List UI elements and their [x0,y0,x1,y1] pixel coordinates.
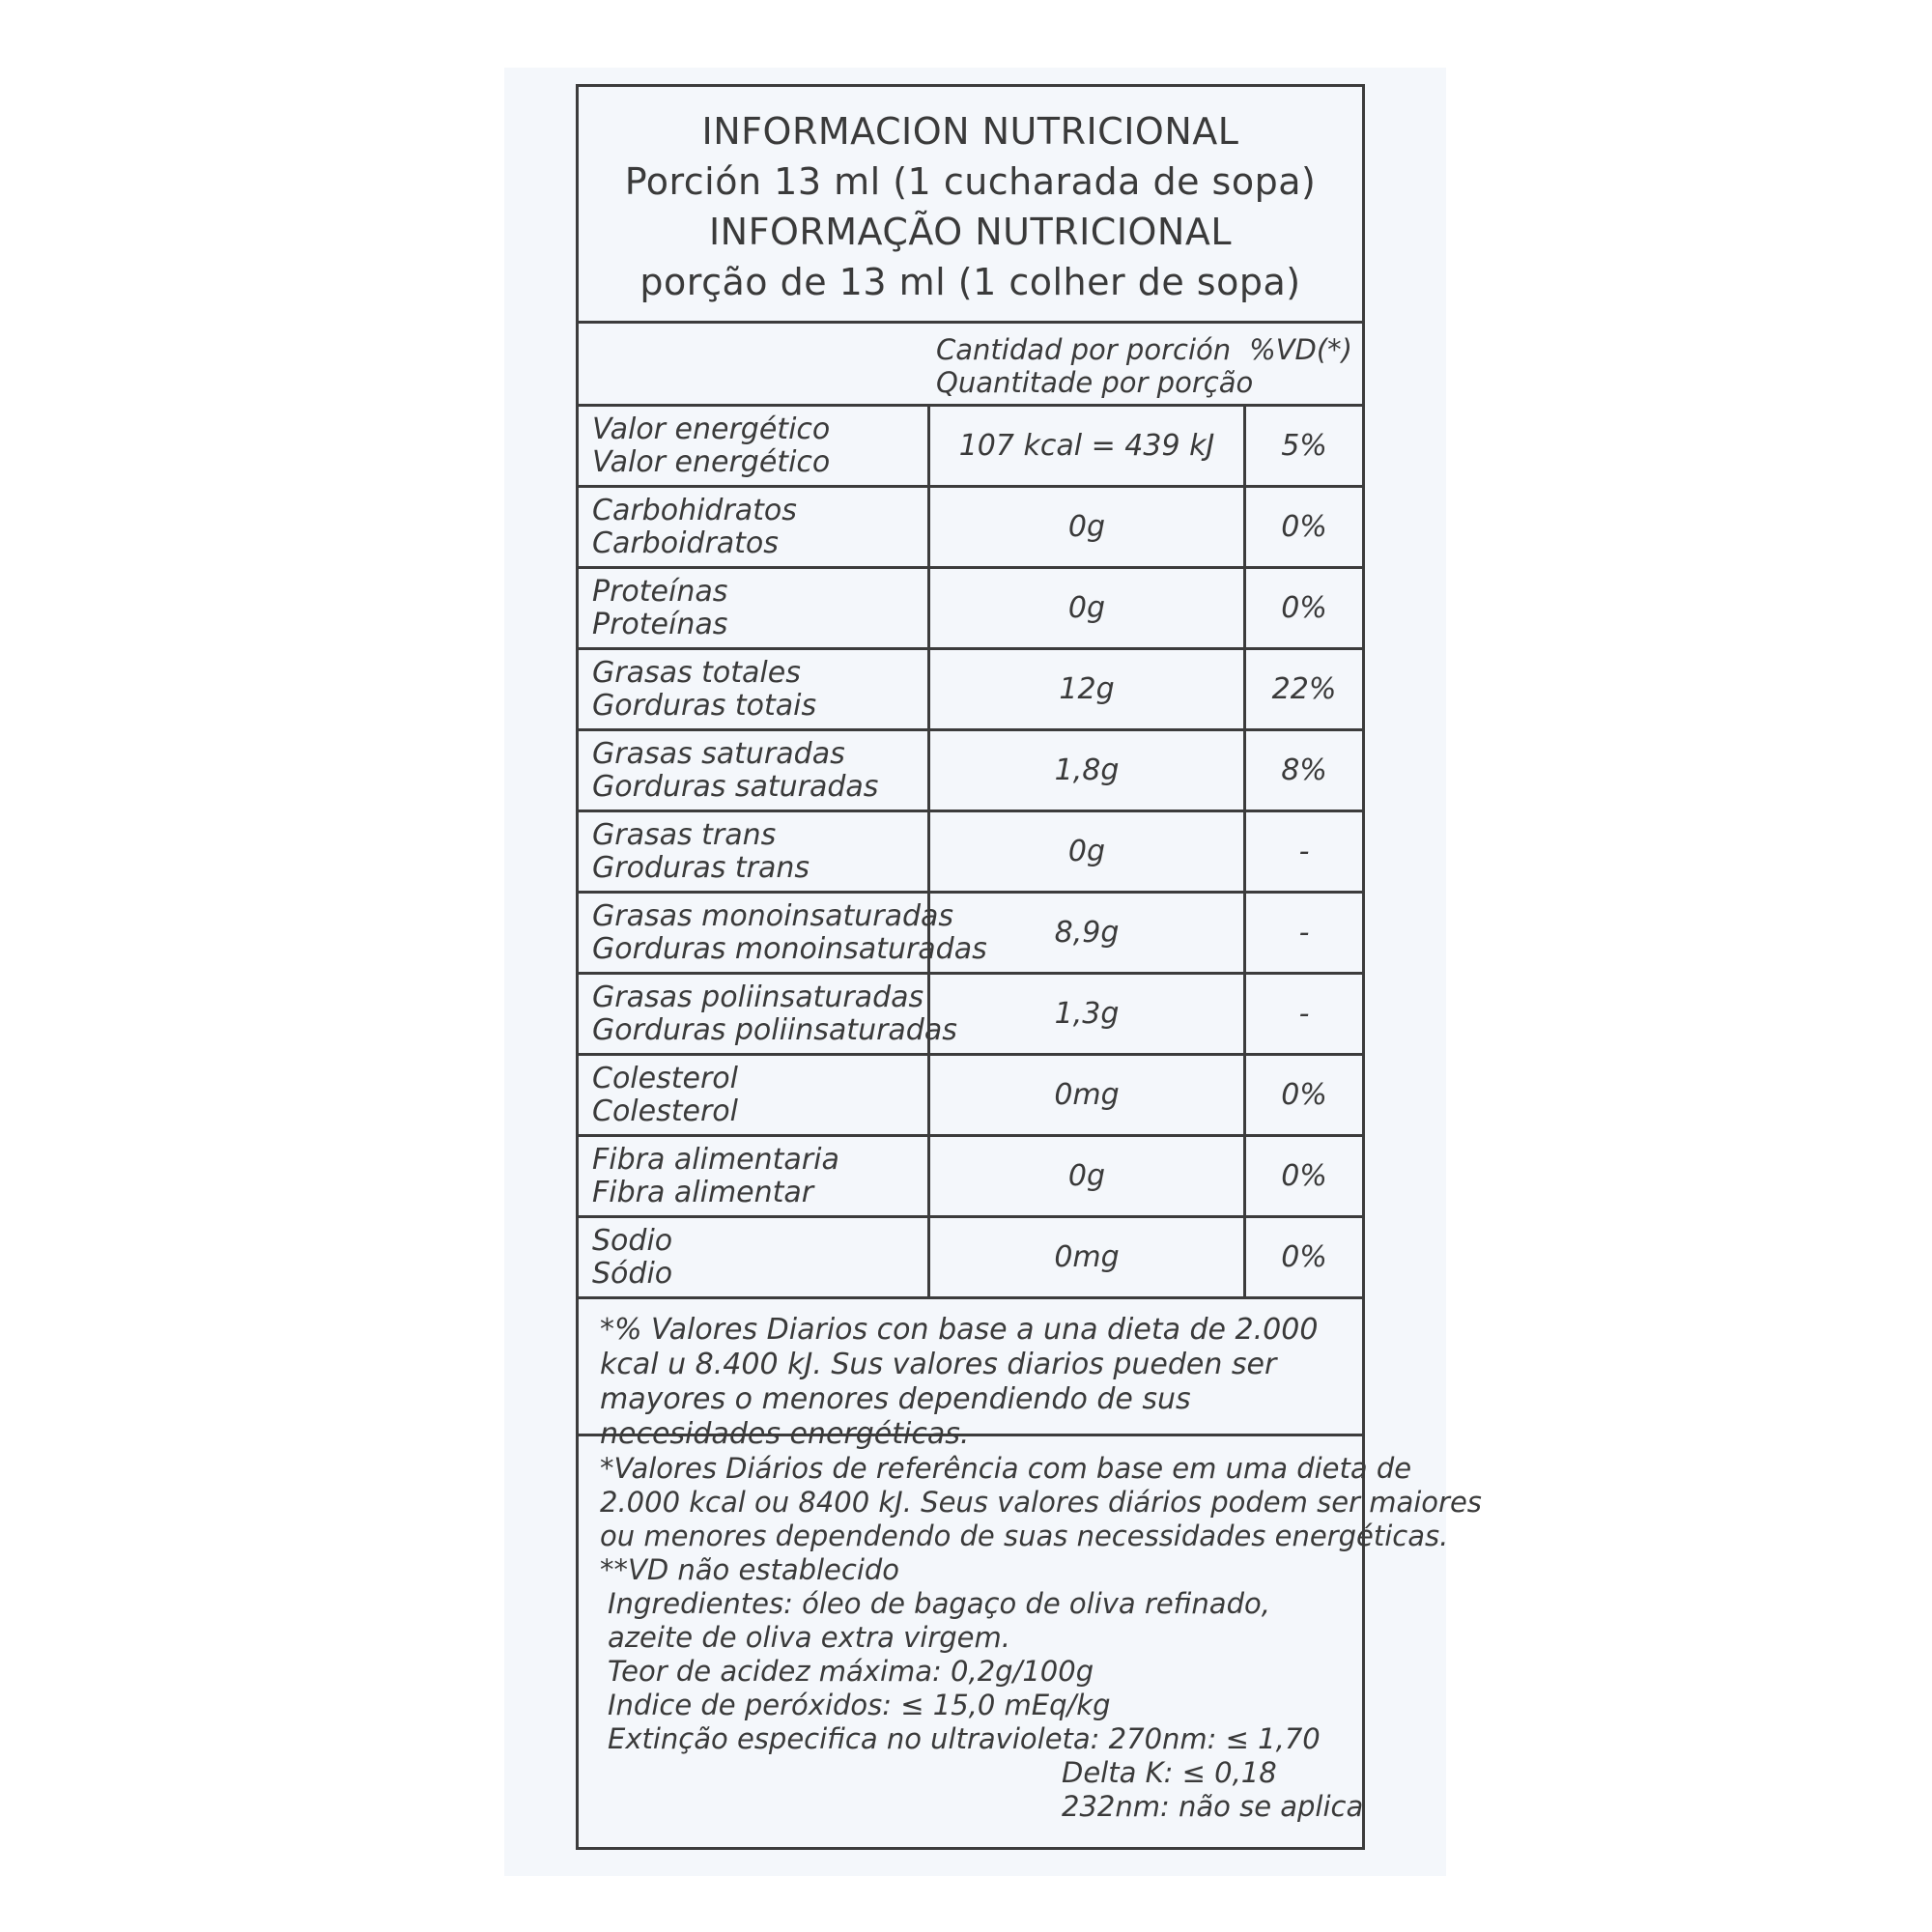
nutrient-amount: 8,9g [930,894,1246,975]
nutrient-name-pt: Proteínas [592,607,728,641]
nutrient-name [579,731,930,812]
nutrient-name-pt: Carboidratos [592,526,779,560]
nutrient-name [579,1137,930,1218]
nutrient-name-es: Grasas saturadas [592,736,845,771]
nutrient-amount: 1,3g [930,975,1246,1056]
nutrient-name-pt: Groduras trans [592,850,810,885]
footnote-pt-line: 2.000 kcal ou 8400 kJ. Seus valores diários podem ser maiores [600,1486,1482,1519]
nutrient-name [579,812,930,894]
nutrient-daily-value: - [1246,812,1362,894]
quantity-header [936,333,1253,399]
nutrient-amount: 107 kcal = 439 kJ [930,407,1246,488]
nutrient-amount: 0mg [930,1218,1246,1299]
nutrient-name-pt: Fibra alimentar [592,1175,814,1209]
nutrient-name [579,650,930,731]
extinction-line: Extinção especifica no ultravioleta: 270nm: ≤ 1,70 [608,1722,1321,1755]
footnote-pt-line: *Valores Diários de referência com base em uma dieta de [600,1452,1412,1485]
nutrient-daily-value: 5% [1246,407,1362,488]
nutrient-daily-value: 22% [1246,650,1362,731]
nutrient-name-es: Colesterol [592,1061,738,1095]
nutrient-name-pt: Valor energético [592,444,831,479]
delta-k-line: Delta K: ≤ 0,18 [1062,1756,1277,1789]
peroxide-line: Indice de peróxidos: ≤ 15,0 mEq/kg [608,1689,1111,1721]
nutrient-name [579,1056,930,1137]
nutrient-amount: 0mg [930,1056,1246,1137]
nutrient-daily-value: 0% [1246,488,1362,569]
footnote-es: *% Valores Diarios con base a una dieta de 2.000 kcal u 8.400 kJ. Sus valores diarios pueden ser mayores o menores dependiendo de sus necesidades energéticas. [579,1299,1362,1436]
nutrient-amount: 0g [930,1137,1246,1218]
column-header [579,324,1362,407]
nutrient-amount: 0g [930,488,1246,569]
nutrient-name-es: Sodio [592,1223,673,1258]
title-pt: INFORMAÇÃO NUTRICIONAL [708,211,1233,253]
nutrient-daily-value: 0% [1246,1137,1362,1218]
nutrient-name-pt: Gorduras saturadas [592,769,879,804]
quantity-header-pt: Quantitade por porção [936,366,1254,399]
nutrient-daily-value: 0% [1246,569,1362,650]
nutrient-daily-value: 0% [1246,1218,1362,1299]
portion-pt: porção de 13 ml (1 colher de sopa) [639,261,1301,303]
nutrient-amount: 12g [930,650,1246,731]
nutrient-name-es: Valor energético [592,412,831,446]
portion-es: Porción 13 ml (1 cucharada de sopa) [624,160,1317,203]
nutrient-name-es: Carbohidratos [592,493,797,527]
nutrient-name-pt: Gorduras poliinsaturadas [592,1012,957,1047]
nutrient-name-es: Proteínas [592,574,728,609]
nutrient-name [579,488,930,569]
nutrient-name-es: Fibra alimentaria [592,1142,839,1177]
nutrient-name-es: Grasas poliinsaturadas [592,980,924,1014]
nutrient-name [579,975,957,1056]
nutrient-name-es: Grasas monoinsaturadas [592,898,954,933]
title-es: INFORMACION NUTRICIONAL [701,110,1239,153]
nutrition-panel [576,84,1482,1850]
nutrient-name [579,894,987,975]
nutrient-table [579,407,1362,1299]
nutrient-daily-value: - [1246,975,1362,1056]
title-block [579,87,1362,324]
nm232-line: 232nm: não se aplica [1062,1790,1364,1823]
ingredients-line: Ingredientes: óleo de bagaço de oliva refinado, [608,1587,1270,1620]
nutrient-daily-value: 8% [1246,731,1362,812]
nutrient-name-pt: Sódio [592,1256,673,1291]
nutrient-name-pt: Gorduras monoinsaturadas [592,931,987,966]
nutrient-name-es: Grasas totales [592,655,801,690]
nutrient-name [579,569,930,650]
nutrient-name [579,407,930,488]
nutrient-amount: 0g [930,812,1246,894]
nutrient-name-pt: Gorduras totais [592,688,817,723]
nutrient-daily-value: 0% [1246,1056,1362,1137]
nutrient-amount: 0g [930,569,1246,650]
acidity-line: Teor de acidez máxima: 0,2g/100g [608,1655,1094,1688]
quantity-header-es: Cantidad por porción [936,333,1232,366]
nutrient-name-es: Grasas trans [592,817,777,852]
nutrient-name [579,1218,930,1299]
dv-not-established: **VD não establecido [600,1553,900,1586]
footnote-pt [579,1436,1482,1824]
nutrient-name-pt: Colesterol [592,1094,738,1128]
ingredients-line: azeite de oliva extra virgem. [608,1621,1010,1654]
nutrient-amount: 1,8g [930,731,1246,812]
dv-header: %VD(*) [1249,333,1352,366]
footnote-pt-line: ou menores dependendo de suas necessidades energéticas. [600,1520,1449,1552]
nutrient-daily-value: - [1246,894,1362,975]
